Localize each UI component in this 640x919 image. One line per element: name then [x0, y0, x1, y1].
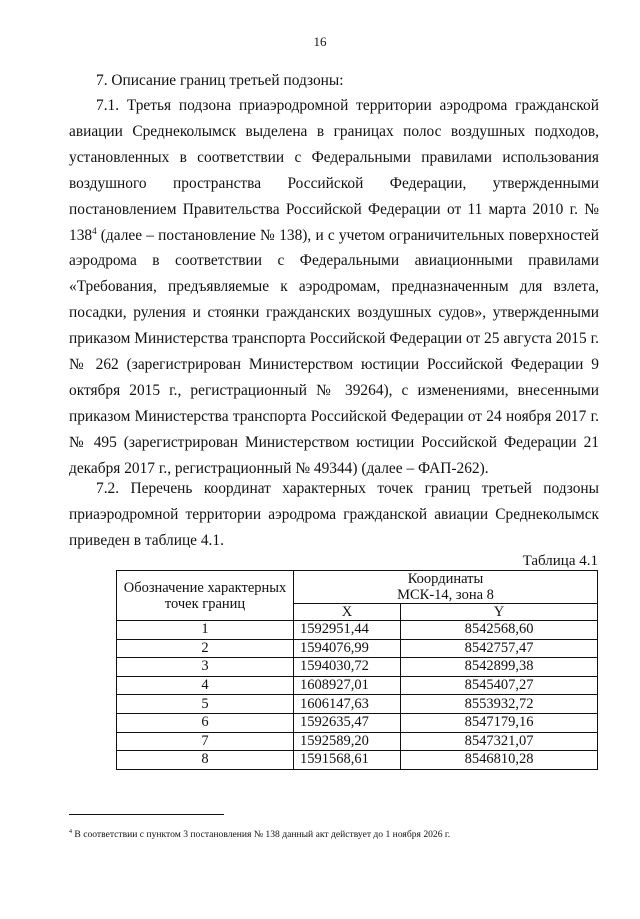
table-row [117, 676, 598, 695]
table-header-row [117, 571, 598, 604]
cell-point: 4 [117, 676, 294, 695]
footnote-divider [69, 814, 224, 815]
cell-point: 8 [117, 751, 294, 770]
header-x: X [294, 604, 401, 621]
cell-y: 8545407,27 [401, 676, 598, 695]
header-y: Y [401, 604, 598, 621]
page-number: 16 [313, 34, 327, 49]
cell-y: 8553932,72 [401, 695, 598, 714]
cell-x: 1592951,44 [294, 621, 401, 640]
footnote-text: В соответствии с пунктом 3 постановления № 138 данный акт действует до 1 ноября 2026 г. [72, 829, 451, 840]
cell-y: 8542899,38 [401, 658, 598, 677]
cell-point: 6 [117, 713, 294, 732]
paragraph-7-1-text-start: 7.1. Третья подзона приаэродромной территории аэродрома гражданской авиации Среднеколымск выделена в границах полос воздушных подходов, установленных в соответствии с Федеральными правилами использования воздушного пространства Российской Федерации, утвержденными постановлением Правительства Российской Федерации от 11 марта 2010 г. № 138 [69, 97, 599, 244]
footnote [69, 829, 450, 840]
table-row [117, 658, 598, 677]
footnote-mark: 4 [69, 828, 72, 835]
table-caption: Таблица 4.1 [522, 553, 598, 569]
table-row [117, 751, 598, 770]
cell-x: 1608927,01 [294, 676, 401, 695]
cell-y: 8547179,16 [401, 713, 598, 732]
cell-x: 1594076,99 [294, 639, 401, 658]
cell-y: 8542757,47 [401, 639, 598, 658]
table-row [117, 713, 598, 732]
header-coordinates-title: Координаты [407, 571, 484, 587]
header-coordinates-system: МСК-14, зона 8 [397, 587, 494, 603]
cell-point: 2 [117, 639, 294, 658]
cell-x: 1592635,47 [294, 713, 401, 732]
footnote-reference: 4 [92, 225, 97, 236]
cell-x: 1592589,20 [294, 732, 401, 751]
cell-x: 1594030,72 [294, 658, 401, 677]
table-body [117, 621, 598, 770]
header-point-designation [117, 571, 294, 621]
header-point-text: Обозначение характерных точек границ [123, 579, 287, 612]
table-row [117, 695, 598, 714]
cell-y: 8547321,07 [401, 732, 598, 751]
section-heading: 7. Описание границ третьей подзоны: [96, 72, 344, 89]
header-coordinates [294, 571, 598, 604]
table-row [117, 639, 598, 658]
paragraph-7-2: 7.2. Перечень координат характерных точек границ третьей подзоны приаэродромной территории аэродрома гражданской авиации Среднеколымск приведен в таблице 4.1. [69, 480, 599, 549]
cell-y: 8546810,28 [401, 751, 598, 770]
cell-x: 1591568,61 [294, 751, 401, 770]
table-row [117, 621, 598, 640]
paragraph-7-1 [69, 93, 599, 482]
cell-point: 5 [117, 695, 294, 714]
paragraph-7-1-text-end: (далее – постановление № 138), и с учетом ограничительных поверхностей аэродрома в соответствии с Федеральными авиационными правилами «Требования, предъявляемые к аэродромам, предназначенным для взлета, посадки, руления и стоянки гражданских воздушных судов», утвержденными приказом Министерства транспорта Российской Федерации от 25 августа 2015 г. № 262 (зарегистрирован Министерством юстиции Российской Федерации 9 октября 2015 г., регистрационный № 39264), с изменениями, внесенными приказом Министерства транспорта Российской Федерации от 24 ноября 2017 г. № 495 (зарегистрирован Министерством юстиции Российской Федерации 21 декабря 2017 г., регистрационный № 49344) (далее – ФАП-262). [69, 226, 599, 477]
cell-point: 7 [117, 732, 294, 751]
table-row [117, 732, 598, 751]
cell-x: 1606147,63 [294, 695, 401, 714]
cell-point: 1 [117, 621, 294, 640]
coordinates-table [116, 570, 598, 770]
cell-y: 8542568,60 [401, 621, 598, 640]
cell-point: 3 [117, 658, 294, 677]
